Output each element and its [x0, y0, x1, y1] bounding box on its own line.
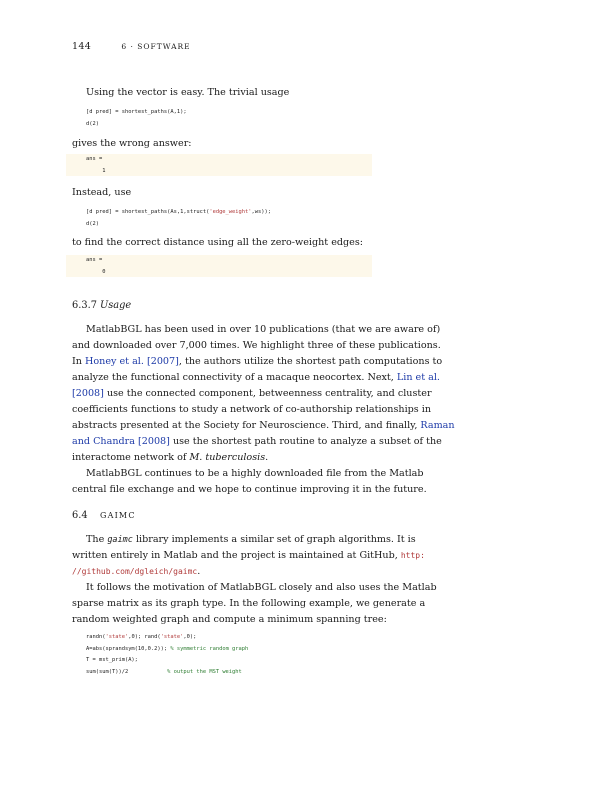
text-line: sparse matrix as its graph type. In the following example, we generate a	[72, 598, 426, 609]
code-block-3	[86, 632, 248, 678]
github-url-part2[interactable]: //github.com/dgleich/gaimc	[72, 567, 198, 576]
paragraph-wrong-answer: gives the wrong answer:	[72, 138, 192, 149]
code-string: 'state'	[160, 634, 184, 640]
github-url-part1[interactable]: http:	[400, 551, 425, 560]
chapter-title: 6 · SOFTWARE	[121, 42, 191, 51]
text-line	[72, 370, 440, 386]
output-text-1	[86, 154, 105, 177]
code-text: ,ws));	[251, 209, 272, 215]
section-number: 6.4	[72, 510, 88, 521]
section-title: Usage	[100, 300, 132, 311]
text-line: MatlabBGL continues to be a highly downloaded file from the Matlab	[86, 468, 424, 479]
citation-link-raman-year[interactable]: and Chandra [2008]	[72, 436, 170, 447]
library-name: gaimc	[107, 535, 133, 545]
text-line: It follows the motivation of MatlabBGL closely and also uses the Matlab	[86, 582, 437, 593]
output-text-2	[86, 255, 105, 278]
code-string: 'edge_weight'	[209, 209, 252, 215]
citation-link-lin[interactable]: Lin et al.	[396, 372, 440, 383]
citation-link-raman[interactable]: Raman	[420, 420, 455, 431]
text-line	[72, 386, 432, 402]
code-text: ,0); rand(	[128, 634, 161, 640]
code-line: ans =	[86, 257, 103, 263]
text: In	[72, 356, 86, 367]
text-line	[72, 548, 425, 564]
paragraph-trivial-usage: Using the vector is easy. The trivial usage	[86, 87, 290, 98]
code-text: A=abs(sprandsym(10,0.2));	[86, 645, 171, 652]
section-title: GAIMC	[100, 511, 136, 520]
text-line: and downloaded over 7,000 times. We highlight three of these publications.	[72, 340, 441, 351]
text: analyze the functional connectivity of a macaque neocortex. Next,	[72, 372, 397, 383]
code-block-1	[86, 107, 187, 130]
text: .	[265, 452, 269, 463]
running-header	[72, 41, 191, 52]
code-text: ,0);	[183, 634, 197, 640]
paragraph-instead: Instead, use	[72, 187, 132, 198]
text: library implements a similar set of graph algorithms. It is	[132, 534, 416, 545]
code-line: 0	[86, 268, 106, 275]
text: The	[86, 534, 108, 545]
code-block-2	[86, 207, 271, 230]
text-line: MatlabBGL has been used in over 10 publications (that we are aware of)	[86, 324, 441, 335]
code-comment: % symmetric random graph	[170, 645, 249, 652]
text-line: central file exchange and we hope to continue improving it in the future.	[72, 484, 427, 495]
species-name: M. tuberculosis	[189, 452, 266, 463]
text: abstracts presented at the Society for Neuroscience. Third, and finally,	[72, 420, 421, 431]
code-comment: % output the MST weight	[167, 668, 242, 675]
output-block-2	[66, 255, 372, 277]
section-heading-gaimc	[72, 510, 136, 521]
text-line	[72, 418, 455, 434]
text: use the connected component, betweenness centrality, and cluster	[103, 388, 432, 399]
code-text: T = mst_prim(A);	[86, 657, 138, 663]
paragraph-correct-distance: to find the correct distance using all the zero-weight edges:	[72, 237, 363, 248]
code-text: sum(sum(T))/2	[86, 668, 168, 675]
text-line	[86, 532, 416, 549]
code-line: 1	[86, 167, 106, 174]
code-text: randn(	[86, 634, 106, 640]
text-line: coefficients functions to study a network of co-authorship relationships in	[72, 404, 432, 415]
code-line: d(2)	[86, 120, 99, 127]
code-text: [d pred] = shortest_paths(As,1,struct(	[86, 209, 210, 215]
output-block-1	[66, 154, 372, 176]
text-line: random weighted graph and compute a minimum spanning tree:	[72, 614, 387, 625]
text-line	[72, 450, 268, 466]
code-line: ans =	[86, 156, 103, 162]
citation-link-honey[interactable]: Honey et al. [2007]	[85, 356, 179, 367]
text: written entirely in Matlab and the project is maintained at GitHub,	[72, 550, 401, 561]
text: use the shortest path routine to analyze a subset of the	[169, 436, 442, 447]
citation-link-lin-year[interactable]: [2008]	[72, 388, 104, 399]
text: .	[197, 566, 201, 577]
text-line	[72, 354, 442, 370]
text-line	[72, 564, 200, 580]
code-line: d(2)	[86, 220, 99, 227]
code-string: 'state'	[105, 634, 129, 640]
page-number: 144	[72, 41, 92, 52]
text-line	[72, 434, 442, 450]
text: interactome network of	[72, 452, 190, 463]
section-heading-usage	[72, 300, 131, 311]
section-number: 6.3.7	[72, 300, 97, 311]
text: , the authors utilize the shortest path computations to	[178, 356, 443, 367]
code-line: [d pred] = shortest_paths(A,1);	[86, 109, 187, 115]
